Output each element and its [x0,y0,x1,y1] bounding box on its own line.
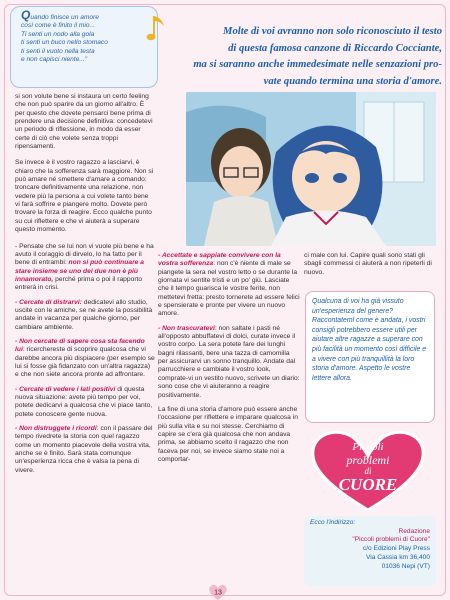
col1-paragraph-6 [15,386,155,419]
address-line-2: "Piccoli problemi di Cuore" [352,536,430,544]
col1-p6-highlight: - Cercate di vedere i lati positivi [15,385,116,393]
reader-question-text: Qualcuna di voi ha già vissuto un'esperienza del genere? Raccontateml come è andata, i vostri consigli potrebbero essere utili per aiutare altre ragazze a superare con più facilità un momento così difficile e a vivere con più tranquillità la loro storia d'amore. Aspetto le vostre lettere allora. [312,298,427,382]
intro-text [150,24,442,90]
col1-p5-text: : ricerchereste di scoprire qualcosa che vi darebbe ancora più dispiacere (per esempio se lui si fosse già fidanzato con un'altra ragazza) e che non siete ancora pronte ad affrontare. [15,346,155,379]
col2-p2-text: : non saltate i pasti né all'opposto abbuffatevi di dolci, curate invece il vostro corpo. La sera potete fare dei lunghi bagni rilassanti, bere una tazza di camomilla per assicurarvi un sonno tranquillo. Andate dal parrucchiere e cambiate il vostro look, comprate-vi un vestito nuovo, scrivete un diario: sono cose che vi aiuteranno a reagire positivamente. [158,324,300,399]
logo-line-2: problemi [346,453,390,467]
intro-line-1: Molte di voi avranno non solo riconosciuto il testo [223,26,442,37]
col2-p1-highlight: - Accettate e sappiate convivere con la vostra sofferenza [158,252,281,268]
illustration-art [186,92,436,246]
lyrics-line-6: e non capisci niente..." [21,56,88,64]
col1-p3-text-b: perché prima o poi il rapporto entrerà in crisi. [15,275,143,292]
page-number: 13 [214,589,222,597]
col2-paragraph-3: La fine di una storia d'amore può essere anche l'occasione per riflettere e imparare qualcosa in più sulla vita e su noi stesse. Cerchiamo di capire se c'era già qualcosa che non andava prima, se abbiamo scelto il ragazzo che non faceva per noi, se invece siamo state noi a comportar- [158,405,298,463]
col1-p3-text: - Pensate che se lui non vi vuole più bene e ha avuto il coraggio di dirvelo, lo ha fatto per il bene di entrambi: [15,242,154,267]
col1-paragraph-3 [15,243,155,293]
address-lead: Ecco l'indirizzo: [310,519,356,526]
lyrics-line-2: così come è finito il mio... [21,22,96,30]
lyrics-text-1: uando finisce un amore [30,14,99,21]
address-line-3: c/o Edizioni Play Press [362,545,430,553]
logo-line-1: Piccoli [352,441,384,453]
drop-letter: Q [21,8,31,22]
address-line-5: 01036 Nepi (VT) [381,562,430,570]
col1-p6-text: di questa nuova situazione: avete più tempo per voi, potete dedicarvi a qualcosa che vi piace tanto, potete conoscere gente nuova. [15,385,153,418]
col1-paragraph-7 [15,425,155,475]
article-column-1 [15,93,155,481]
address-box [304,516,436,586]
col2-paragraph-1 [158,252,300,319]
col2-p2-highlight: - Non trascuratevi [158,324,215,332]
intro-line-2: di questa famosa canzone di Riccardo Cocciante, [228,42,442,54]
lyrics-line-4: ti senti un buco nello stomaco [21,39,108,47]
reader-question-box [305,291,435,423]
lyrics-line-1 [21,8,151,22]
col1-p7-text: : con il passare del tempo rivedrete la storia con quel ragazzo come un momento piacevole della vostra vita, anche se è finito. Sarà stata comunque un'esperienza ricca che è valsa la pena di vivere. [15,425,153,474]
lyrics-line-3: Ti senti un nodo alla gola [21,30,95,38]
col3-paragraph-1: ci male con lui. Capire quali sono stati gli sbagli commessi ci aiuterà a non ripeterli di nuovo. [304,252,432,276]
article-column-3 [304,252,436,285]
intro-line-4: vate quando termina una storia d'amore. [263,75,442,87]
address-line-1: Redazione [398,527,430,535]
page-number-badge [207,583,229,600]
col1-p4-text: dedicatevi allo studio, uscite con le amiche, se ne avete la possibilità andate in vacanza per qualche giorno, per cambiare ambiente. [15,298,153,331]
col1-paragraph-5 [15,338,155,380]
logo-line-4: CUORE [338,475,398,494]
article-column-2 [158,252,300,472]
col1-p3-highlight: non si può continuare a stare insieme se uno dei due non è più innamorato, [15,259,144,283]
col2-paragraph-2 [158,325,300,400]
address-line-4: Via Cassia km 36,400 [365,553,430,561]
piccoli-problemi-logo [304,424,432,514]
col1-p4-highlight: - Cercate di distrarvi: [15,298,82,306]
lyrics-line-5: ti senti il vuoto nella testa [21,47,95,55]
logo-line-3: di [364,466,372,476]
col1-paragraph-4 [15,299,155,332]
lyrics-box [10,6,158,88]
manga-illustration [186,92,436,246]
col1-p5-highlight: - Non cercate di sapere cosa sta facendo lui [15,337,145,354]
col1-paragraph-2: Se invece è il vostro ragazzo a lasciarvi, è chiaro che la sofferenza sarà maggiore. Non si può amare né smettere d'amare a comando: troncare definitivamente una relazione, non vedere più la persona a cui volete tanto bene vi farà soffrire e piangere molto. Dovete però trovare la forza di reagire. Ecco qualche punto su cui riflettere e che vi aiuterà a superare questo momento. [15,159,154,234]
intro-line-3: ma si saranno anche immedesimate nelle senzazioni pro- [193,59,442,70]
col1-p7-highlight: - Non distruggete i ricordi [15,425,97,433]
col1-paragraph-1: si son volute bene si instaura un certo feeling che non può sparire da un giorno all'altro. È per questo che dovete pensarci bene prima di prendere una decisione definitiva: concedetevi un periodo di riflessione, in modo da esser certe di ciò che volete senza troppi ripensamenti. [15,93,153,151]
col2-p1-text: : non c'è niente di male se piangete la sera nel vostro letto o se durante la giornata vi sentite tristi e un po' giù. Lasciate che il tempo guarisca le vostre ferite, non mettetevi fretta: presto tornerete ad essere felici e spensierate e pronte per vivere un nuovo amore. [158,260,300,318]
